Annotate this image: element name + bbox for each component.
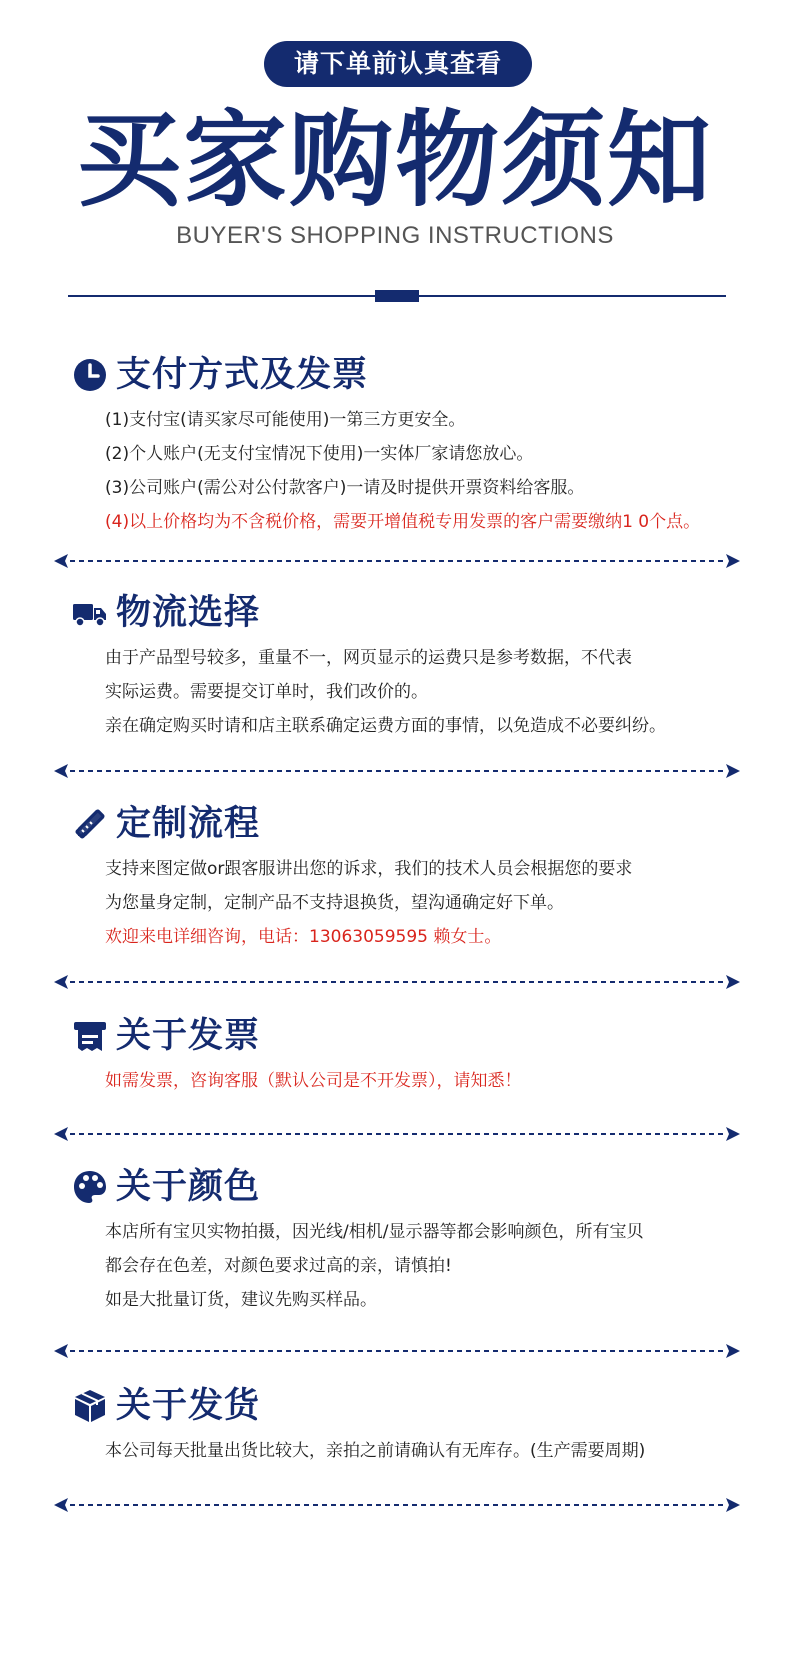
dashed-arrow-divider [54,553,740,569]
section-body [105,1215,643,1317]
section-body [105,641,666,743]
section-title: 关于发货 [116,1386,261,1426]
section-heading [72,1383,260,1429]
section-title: 关于发票 [116,1016,261,1056]
section-heading [72,801,260,847]
truck-icon [72,595,108,631]
invoice-icon [72,1018,108,1054]
header [0,0,790,320]
clock-icon [72,357,108,393]
body-text: 亲在确定购买时请和店主联系确定运费方面的事情，以免造成不必要纠纷。 [105,716,666,736]
box-icon [72,1388,108,1424]
body-text: 都会存在色差，对颜色要求过高的亲，请慎拍! [105,1256,452,1276]
body-text: 如是大批量订货，建议先购买样品。 [105,1290,377,1310]
section-body [105,1064,522,1098]
dashed-arrow-divider [54,1497,740,1513]
dashed-arrow-divider [54,763,740,779]
palette-icon [72,1169,108,1205]
body-text: 为您量身定制，定制产品不支持退换货，望沟通确定好下单。 [105,893,564,913]
section-title: 支付方式及发票 [116,355,369,395]
dashed-arrow-divider [54,1126,740,1142]
dashed-arrow-divider [54,1343,740,1359]
body-text: 本店所有宝贝实物拍摄，因光线/相机/显示器等都会影响颜色，所有宝贝 [105,1222,644,1242]
page-subtitle: BUYER'S SHOPPING INSTRUCTIONS [176,222,614,249]
section-body [105,852,632,954]
body-text: 支持来图定做or跟客服讲出您的诉求，我们的技术人员会根据您的要求 [105,859,633,879]
highlight-text: (4)以上价格均为不含税价格，需要开增值税专用发票的客户需要缴纳1 0个点。 [105,512,701,532]
body-text: (1)支付宝(请买家尽可能使用)一第三方更安全。 [105,410,466,430]
body-text: (2)个人账户(无支付宝情况下使用)一实体厂家请您放心。 [105,444,534,464]
pencil-ruler-icon [72,806,108,842]
body-text: 由于产品型号较多，重量不一，网页显示的运费只是参考数据，不代表 [105,648,632,668]
page-title: 买家购物须知 [76,99,713,221]
header-rule-block [375,290,419,302]
section-title: 关于颜色 [116,1167,261,1207]
notice-pill: 请下单前认真查看 [264,41,532,87]
highlight-text: 如需发票，咨询客服（默认公司是不开发票），请知悉！ [105,1071,522,1091]
body-text: 实际运费。需要提交订单时，我们改价的。 [105,682,428,702]
body-text: 本公司每天批量出货比较大，亲拍之前请确认有无库存。(生产需要周期) [105,1441,646,1461]
section-heading [72,1164,260,1210]
section-title: 定制流程 [116,804,261,844]
section-heading [72,1013,260,1059]
section-body [105,1434,645,1468]
section-heading [72,352,368,398]
highlight-text: 欢迎来电详细咨询，电话：13063059595 赖女士。 [105,927,502,947]
dashed-arrow-divider [54,974,740,990]
section-body [105,403,700,539]
section-heading [72,590,260,636]
section-title: 物流选择 [116,593,261,633]
body-text: (3)公司账户(需公对公付款客户)一请及时提供开票资料给客服。 [105,478,585,498]
